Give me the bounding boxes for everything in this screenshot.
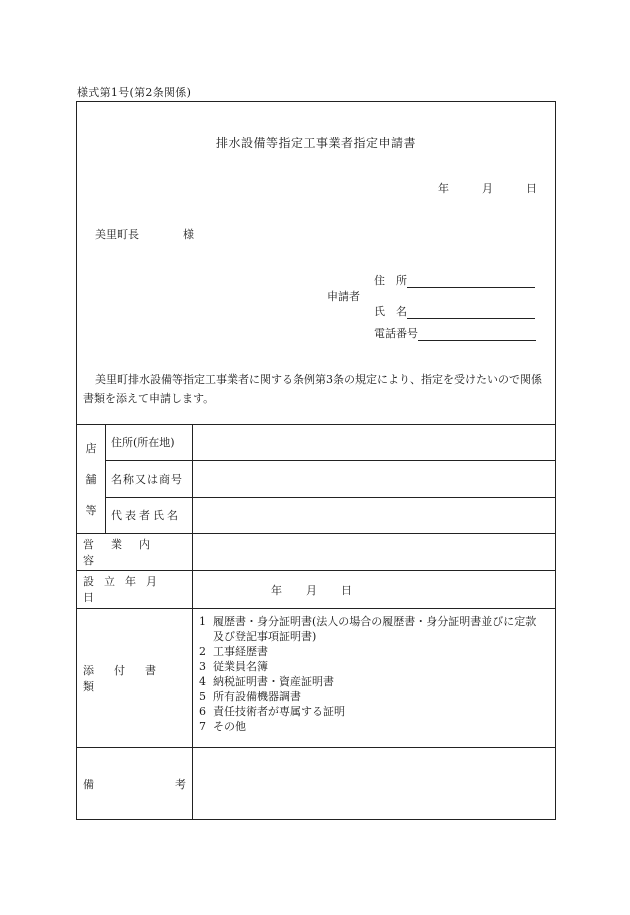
remarks-label	[83, 747, 186, 820]
attachment-item: 6 責任技術者が専属する証明	[199, 705, 345, 718]
store-group-char-2: 舗	[85, 472, 97, 486]
established-label: 設立年月日	[83, 575, 167, 604]
attachments-list	[199, 614, 547, 734]
remarks-field[interactable]	[193, 748, 555, 820]
attachment-item: 5 所有設備機器調書	[199, 690, 301, 703]
attachment-item: 3 従業員名簿	[199, 660, 268, 673]
attachment-item: 7 その他	[199, 720, 246, 733]
applicant-phone-label: 電話番号	[374, 327, 418, 340]
addressee-honorific: 様	[183, 228, 194, 241]
remarks-label-right: 考	[175, 777, 186, 791]
attachment-item: 2 工事経歴書	[199, 645, 268, 658]
applicant-address-field[interactable]	[407, 274, 535, 288]
store-group-divider	[105, 424, 106, 533]
store-rep-label: 代表者氏名	[111, 509, 181, 522]
attachment-item: 1 履歴書・身分証明書(法人の場合の履歴書・身分証明書並びに定款及び登記事項証明書)	[199, 615, 537, 643]
date-month-label: 月	[482, 182, 493, 195]
applicant-phone-field[interactable]	[418, 327, 536, 341]
application-statement: 美里町排水設備等指定工事業者に関する条例第3条の規定により、指定を受けたいので関係書類を添えて申請します。	[83, 373, 542, 405]
applicant-name-label: 氏 名	[374, 305, 407, 318]
established-day: 日	[341, 583, 352, 597]
established-month: 月	[306, 583, 317, 597]
applicant-address-label: 住 所	[374, 274, 407, 287]
applicant-name-field[interactable]	[407, 305, 535, 319]
applicant-address-row	[374, 272, 535, 288]
business-label: 営業内容	[83, 537, 167, 567]
store-name-label: 名称又は商号	[111, 472, 183, 486]
attachment-item: 4 納税証明書・資産証明書	[199, 675, 334, 688]
store-address-field[interactable]	[193, 425, 555, 460]
store-name-field[interactable]	[193, 461, 555, 497]
store-rep-field[interactable]	[193, 498, 555, 533]
store-group-char-3: 等	[85, 503, 97, 517]
application-form	[76, 101, 556, 820]
applicant-name-row	[374, 303, 535, 319]
submission-date	[438, 180, 537, 196]
attachments-label: 添付書類	[83, 663, 176, 693]
applicant-phone-row	[374, 325, 536, 341]
established-date-field[interactable]	[193, 571, 555, 608]
business-field[interactable]	[193, 534, 555, 570]
addressee-name: 美里町長	[95, 228, 139, 241]
form-title: 排水設備等指定工事業者指定申請書	[215, 136, 416, 150]
remarks-label-left: 備	[83, 777, 94, 791]
date-year-label: 年	[438, 182, 449, 195]
applicant-label: 申請者	[327, 290, 360, 303]
store-group-char-1: 店	[85, 441, 97, 455]
established-year: 年	[271, 583, 282, 597]
addressee	[95, 226, 194, 242]
store-group-label	[77, 424, 105, 533]
form-number-label: 様式第1号(第2条関係)	[77, 86, 192, 99]
date-day-label: 日	[526, 182, 537, 195]
store-address-label: 住所(所在地)	[111, 436, 175, 449]
